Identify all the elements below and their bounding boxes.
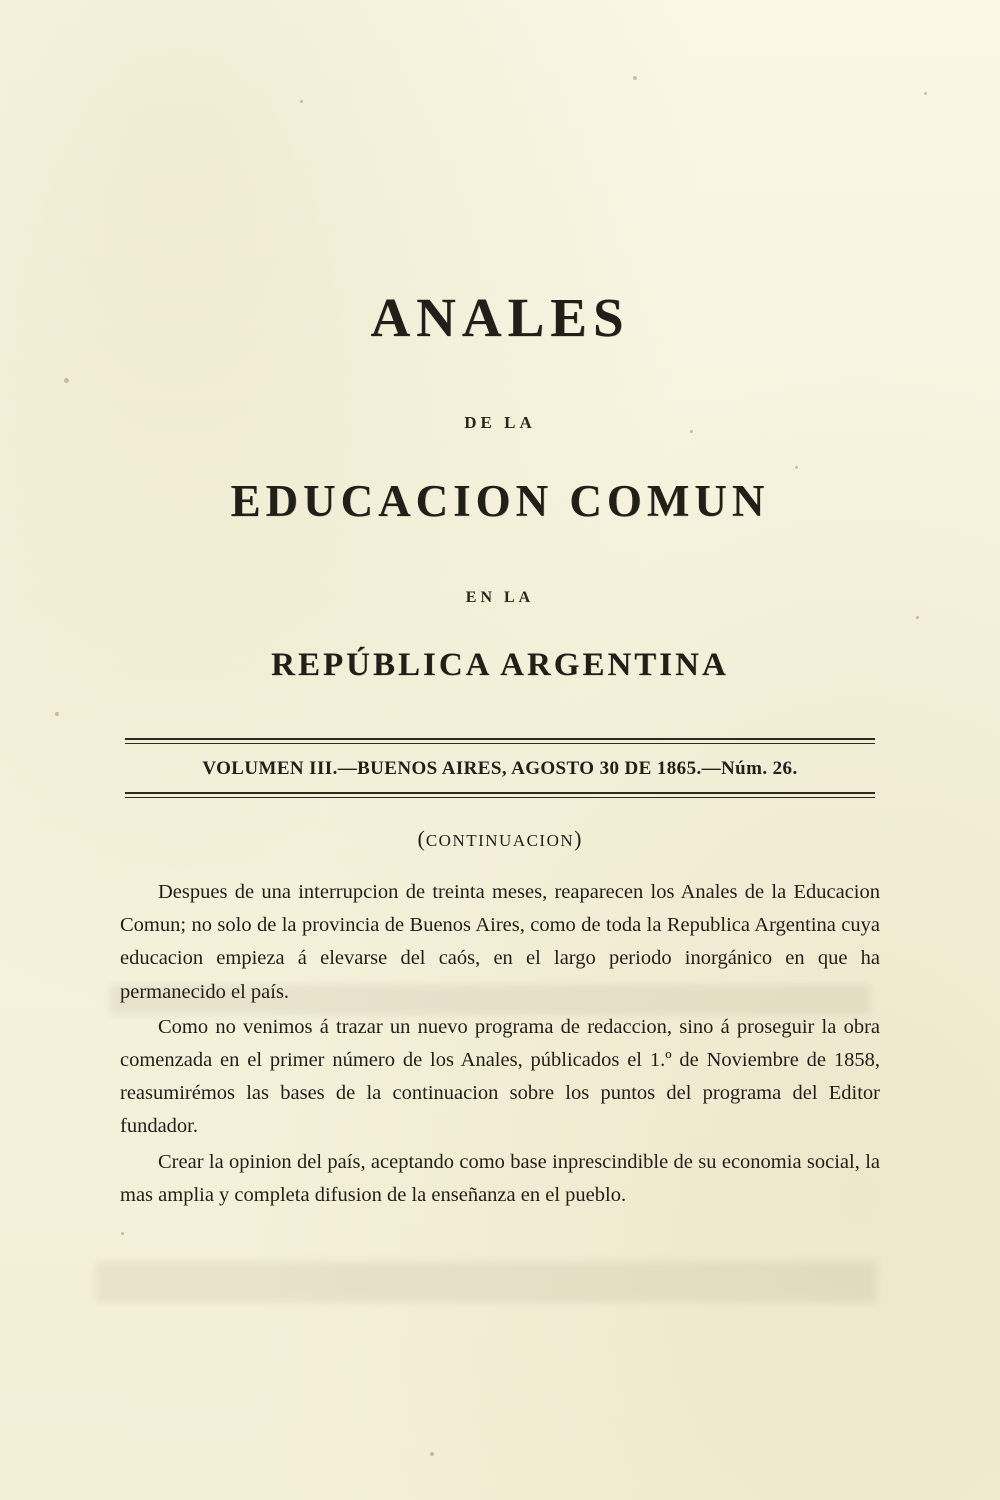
paper-speck — [121, 1232, 124, 1235]
section-heading-text: CONTINUACION — [425, 831, 575, 850]
section-heading — [0, 826, 1000, 852]
issue-banner — [125, 738, 875, 798]
paper-speck — [430, 1452, 434, 1456]
section-heading-paren-close: ) — [574, 826, 583, 851]
issue-line: VOLUMEN III.—BUENOS AIRES, AGOSTO 30 DE 1865.—Núm. 26. — [202, 758, 798, 779]
section-heading-paren-open: ( — [417, 826, 426, 851]
page-title: ANALES — [370, 287, 630, 348]
title-subtitle-de-la: DE LA — [464, 413, 536, 432]
paragraph: Despues de una interrupcion de treinta meses, reaparecen los Anales de la Educacion Comun; no solo de la provincia de Buenos Aires, como de toda la Republica Argentina cuya educacion empieza á elevarse del caós, en el largo periodo inorgánico en que ha permanecido el país. — [120, 881, 880, 1003]
body-text — [120, 876, 880, 1212]
title-educacion-comun: EDUCACION COMUN — [230, 476, 770, 526]
title-block — [0, 0, 1000, 684]
rule-bottom — [125, 792, 875, 798]
paragraph: Como no venimos á trazar un nuevo programa de redaccion, sino á proseguir la obra comenzada en el primer número de los Anales, públicados el 1.º de Noviembre de 1858, reasumirémos las bases de la continuacion sobre los puntos del programa del Editor fundador. — [120, 1015, 880, 1138]
title-subtitle-en-la: EN LA — [465, 589, 535, 606]
paragraph: Crear la opinion del país, aceptando como base inprescindible de su economia social, la mas amplia y completa difusion de la enseñanza en el pueblo. — [120, 1150, 880, 1206]
paper-smudge — [96, 1262, 876, 1302]
title-republica-argentina: REPÚBLICA ARGENTINA — [271, 647, 729, 683]
